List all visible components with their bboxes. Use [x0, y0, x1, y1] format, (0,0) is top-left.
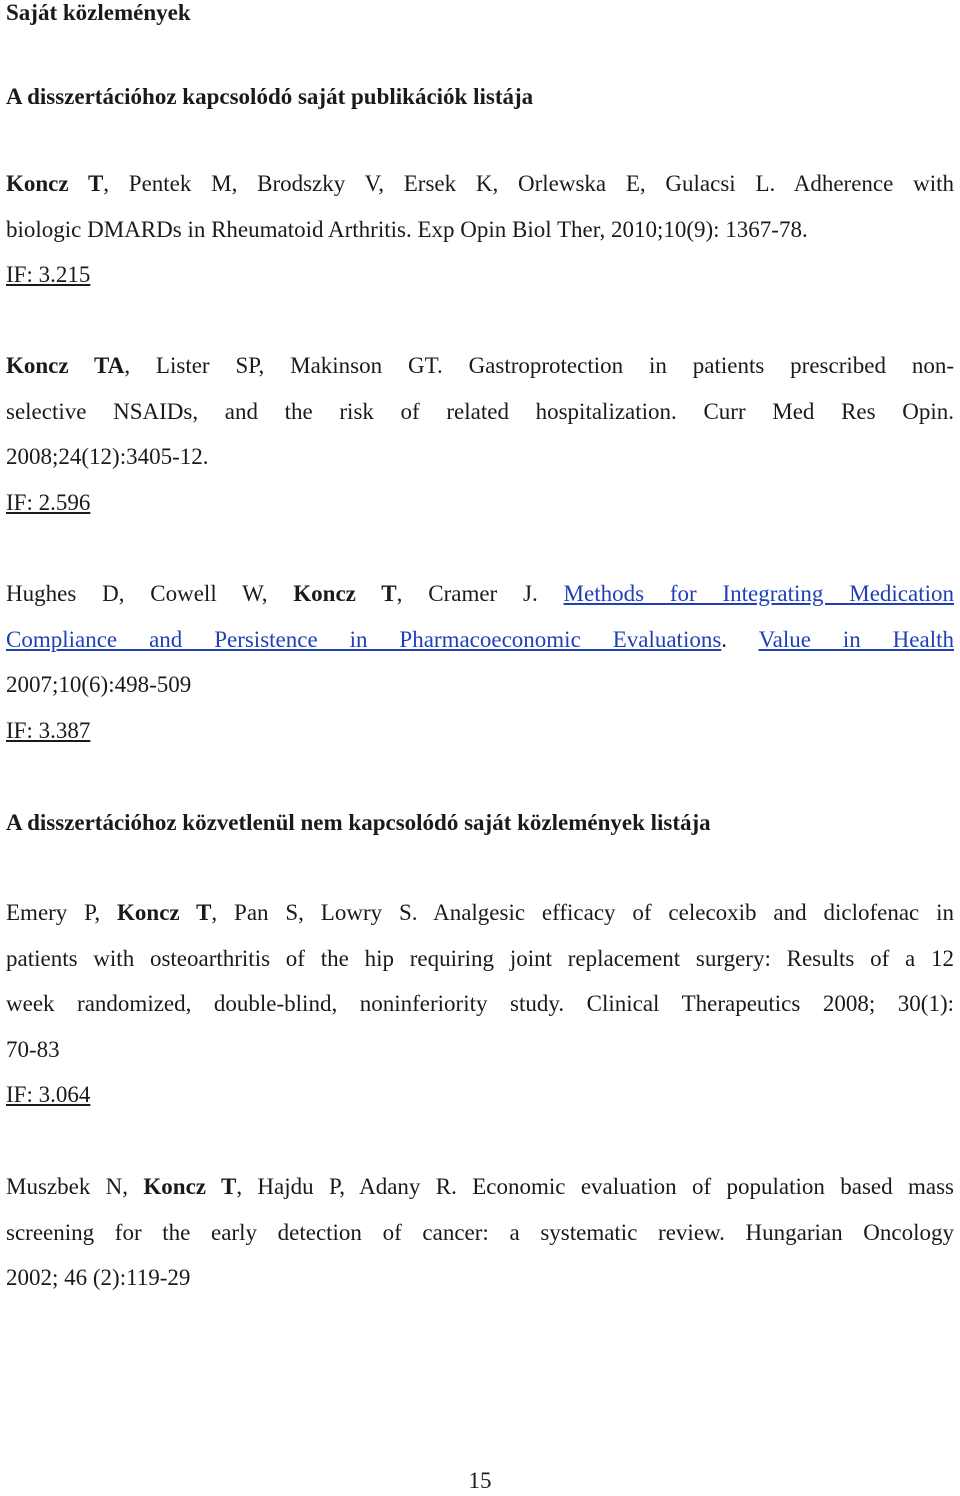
reference-item — [6, 1164, 954, 1301]
author-highlight: Koncz T — [143, 1174, 237, 1199]
article-title-link[interactable]: Compliance and Persistence in Pharmacoeconomic Evaluations — [6, 626, 722, 652]
author-highlight: Koncz TA — [6, 353, 125, 378]
reference-line: 70-83 — [6, 1036, 60, 1062]
reference-line — [6, 343, 954, 389]
impact-factor: IF: 3.387 — [6, 717, 91, 743]
reference-text: Emery P, — [6, 900, 118, 925]
reference-text: Muszbek N, — [6, 1174, 144, 1199]
reference-line: week randomized, double-blind, noninferiority study. Clinical Therapeutics 2008; 30(1): — [6, 991, 954, 1016]
page-number: 15 — [468, 1468, 492, 1493]
author-highlight: Koncz T — [6, 171, 104, 196]
reference-line: patients with osteoarthritis of the hip requiring joint replacement surgery: Results of a 12 — [6, 945, 954, 971]
reference-line: biologic DMARDs in Rheumatoid Arthritis. Exp Opin Biol Ther, 2010;10(9): 1367-78. — [6, 216, 808, 242]
article-title-link[interactable]: Methods for Integrating Medication — [563, 581, 954, 606]
reference-text: , Hajdu P, Adany R. Economic evaluation of population based mass — [236, 1174, 954, 1199]
reference-line — [6, 571, 954, 617]
impact-factor: IF: 3.215 — [6, 262, 91, 287]
reference-line — [6, 1164, 954, 1210]
reference-line — [6, 161, 954, 207]
reference-item — [6, 343, 954, 525]
section-heading-unrelated: A disszertációhoz közvetlenül nem kapcsolódó saját közlemények listája — [6, 810, 711, 835]
reference-line: screening for the early detection of cancer: a systematic review. Hungarian Oncology — [6, 1219, 954, 1245]
reference-item — [6, 890, 954, 1118]
reference-line — [6, 890, 954, 936]
reference-line: 2008;24(12):3405-12. — [6, 444, 209, 469]
impact-factor: IF: 3.064 — [6, 1082, 91, 1107]
reference-text: . — [721, 626, 759, 652]
reference-text: , Pentek M, Brodszky V, Ersek K, Orlewska E, Gulacsi L. Adherence with — [103, 171, 954, 196]
impact-factor: IF: 2.596 — [6, 489, 91, 515]
reference-text: , Cramer J. — [396, 581, 564, 606]
reference-text: Hughes D, Cowell W, — [6, 581, 294, 606]
reference-item — [6, 161, 954, 298]
author-highlight: Koncz T — [293, 581, 397, 606]
page-title: Saját közlemények — [6, 0, 191, 25]
reference-line: selective NSAIDs, and the risk of related hospitalization. Curr Med Res Opin. — [6, 398, 954, 424]
reference-item — [6, 571, 954, 753]
reference-line: 2002; 46 (2):119-29 — [6, 1265, 191, 1290]
section-heading-related: A disszertációhoz kapcsolódó saját publikációk listája — [6, 84, 534, 109]
reference-text: , Pan S, Lowry S. Analgesic efficacy of celecoxib and diclofenac in — [211, 900, 954, 925]
reference-line: 2007;10(6):498-509 — [6, 672, 192, 697]
reference-text: , Lister SP, Makinson GT. Gastroprotection in patients prescribed non- — [124, 353, 954, 378]
reference-line — [6, 617, 954, 663]
author-highlight: Koncz T — [117, 900, 212, 925]
journal-link[interactable]: Value in Health — [758, 626, 954, 652]
